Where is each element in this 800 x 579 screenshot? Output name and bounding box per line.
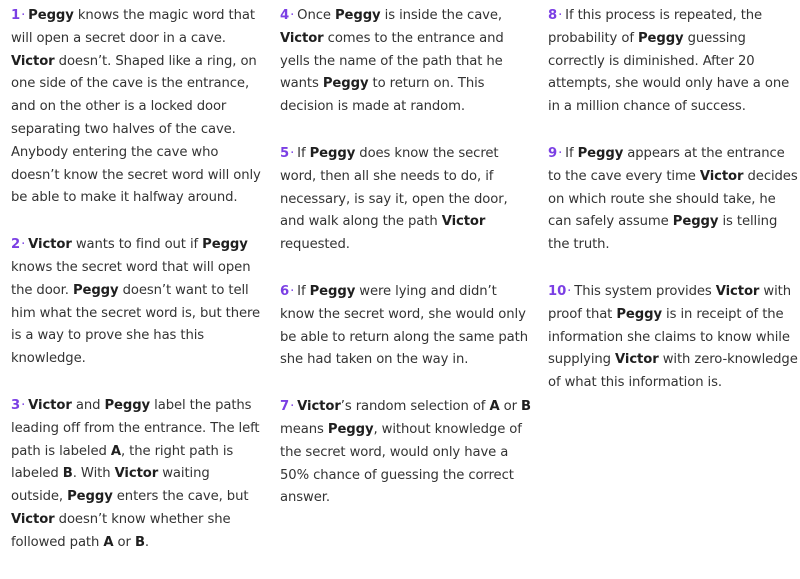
step-number: 6 (280, 283, 290, 299)
step-text: guessing correctly is diminished. After 20 attempts, she would only have a one in a million chance of success. (548, 30, 790, 115)
step-text: is inside the cave, (380, 8, 502, 23)
step-text: or (499, 399, 522, 415)
step-bullet-dot: · (558, 8, 563, 23)
step-number: 9 (548, 145, 558, 161)
step-text: , the right path is labeled (11, 443, 234, 482)
step-text: If (297, 145, 310, 161)
emphasis-term: Peggy (327, 421, 374, 437)
step-4 (280, 5, 532, 119)
emphasis-term: Victor (441, 214, 486, 230)
step-text: enters the cave, but (112, 489, 249, 505)
emphasis-term: B (134, 534, 145, 550)
emphasis-term: Peggy (637, 30, 684, 46)
step-text: knows the magic word that will open a secret door in a cave. (11, 8, 255, 46)
step-text: with zero-knowledge of what this information is. (548, 352, 798, 391)
emphasis-term: Victor (615, 352, 659, 368)
emphasis-term: Peggy (577, 145, 624, 161)
step-text: If (565, 145, 578, 161)
step-text: If (297, 283, 310, 299)
emphasis-term: Victor (699, 168, 744, 184)
step-number: 3 (11, 397, 21, 413)
step-text: , without knowledge of the secret word, would only have a 50% chance of guessing the correct answer. (280, 421, 522, 506)
step-3 (11, 395, 263, 555)
step-number: 2 (11, 237, 21, 253)
emphasis-term: B (521, 399, 531, 415)
emphasis-term: Peggy (334, 8, 381, 23)
step-6 (280, 281, 532, 372)
emphasis-term: Peggy (67, 489, 113, 505)
step-bullet-dot: · (290, 399, 295, 415)
emphasis-term: A (110, 443, 121, 459)
text-column-right (548, 5, 800, 419)
step-number: 10 (548, 283, 567, 299)
step-text: were lying and didn’t know the secret word, she would only be able to return along the same path she had taken on the way in. (280, 283, 528, 368)
emphasis-term: Victor (28, 237, 72, 253)
step-text: doesn’t want to tell him what the secret word is, but there is a way to prove she has this knowledge. (11, 282, 261, 367)
step-text: . With (72, 466, 115, 482)
step-number: 8 (548, 8, 558, 23)
step-text: requested. (280, 237, 350, 253)
step-5 (280, 143, 532, 257)
step-1 (11, 5, 263, 210)
emphasis-term: Peggy (28, 8, 74, 23)
step-text: Once (297, 8, 335, 23)
emphasis-term: Peggy (104, 397, 151, 413)
step-text: waiting outside, (11, 466, 210, 505)
emphasis-term: Peggy (202, 237, 248, 253)
emphasis-term: Victor (11, 53, 55, 69)
step-7 (280, 396, 532, 510)
emphasis-term: A (103, 534, 114, 550)
step-text: with proof that (548, 283, 792, 322)
step-number: 7 (280, 399, 290, 415)
step-text: . (144, 534, 149, 550)
emphasis-term: Peggy (72, 282, 119, 298)
emphasis-term: Peggy (672, 214, 719, 230)
emphasis-term: Victor (28, 397, 72, 413)
step-text: means (280, 421, 328, 437)
emphasis-term: Victor (11, 511, 55, 527)
step-text: or (113, 534, 135, 550)
text-column-middle (280, 5, 532, 534)
step-text: decides on which route she should take, he can safely assume (548, 168, 798, 230)
step-bullet-dot: · (290, 145, 295, 161)
step-text: doesn’t. Shaped like a ring, on one side of the cave is the entrance, and on the other is a locked door separating two halves of the cave. Anybody entering the cave who doesn’t know the secret word will only be able to make it halfway around. (11, 53, 261, 206)
step-bullet-dot: · (558, 145, 563, 161)
emphasis-term: Victor (715, 283, 760, 299)
step-text: wants to find out if (71, 237, 203, 253)
step-text: doesn’t know whether she followed path (11, 511, 231, 550)
step-text: appears at the entrance to the cave every time (548, 145, 785, 184)
step-text: is telling the truth. (548, 214, 778, 253)
step-text: label the paths leading off from the entrance. The left path is labeled (11, 397, 260, 459)
step-text: This system provides (574, 283, 716, 299)
step-text: ’s random selection of (340, 399, 490, 415)
emphasis-term: Victor (280, 30, 324, 46)
text-column-left (11, 5, 263, 579)
step-text: If this process is repeated, the probability of (548, 8, 763, 46)
emphasis-term: Peggy (322, 76, 369, 92)
step-text: knows the secret word that will open the door. (11, 259, 251, 298)
step-bullet-dot: · (290, 283, 295, 299)
step-text: to return on. This decision is made at random. (280, 76, 485, 115)
step-bullet-dot: · (21, 397, 26, 413)
emphasis-term: Peggy (309, 283, 356, 299)
emphasis-term: A (489, 399, 500, 415)
step-text: comes to the entrance and yells the name of the path that he wants (280, 30, 504, 92)
step-text: is in receipt of the information she claims to know while supplying (548, 306, 790, 368)
step-text: and (71, 397, 105, 413)
step-bullet-dot: · (567, 283, 572, 299)
step-bullet-dot: · (290, 8, 295, 23)
step-2 (11, 234, 263, 371)
emphasis-term: Victor (114, 466, 159, 482)
step-10 (548, 281, 800, 395)
emphasis-term: Peggy (616, 306, 662, 322)
step-bullet-dot: · (21, 237, 26, 253)
emphasis-term: Peggy (309, 145, 356, 161)
step-number: 1 (11, 8, 21, 23)
step-number: 4 (280, 8, 290, 23)
step-text: does know the secret word, then all she needs to do, if necessary, is say it, open the door, and walk along the path (280, 145, 508, 230)
step-8 (548, 5, 800, 119)
step-number: 5 (280, 145, 290, 161)
step-bullet-dot: · (21, 8, 26, 23)
step-9 (548, 143, 800, 257)
emphasis-term: Victor (297, 399, 341, 415)
emphasis-term: B (62, 466, 73, 482)
